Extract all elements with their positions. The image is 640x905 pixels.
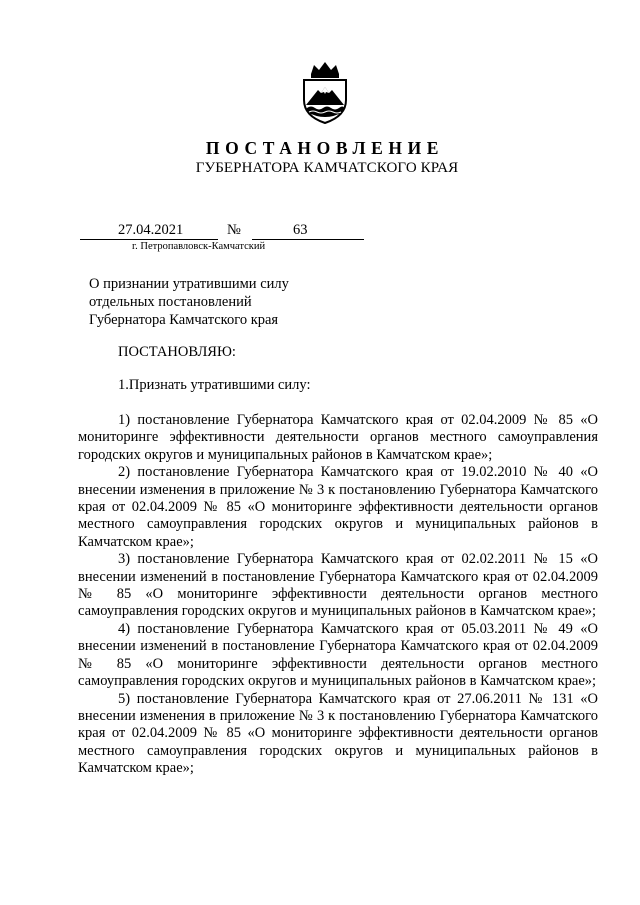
document-body	[78, 412, 598, 778]
city-label: г. Петропавловск-Камчатский	[132, 241, 266, 252]
list-item: 5) постановление Губернатора Камчатского края от 27.06.2011 № 131 «О внесении изменения в приложение № 3 к постановлению Губернатора Камчатского края от 02.04.2009 № 85 «О мониторинге эффективности деятельности органов местного самоуправления городских округов и муниципальных районов в Камчатском крае»;	[78, 690, 598, 777]
number-underline	[252, 222, 364, 240]
document-number: 63	[293, 222, 308, 238]
document-subtitle: ГУБЕРНАТОРА КАМЧАТСКОГО КРАЯ	[195, 160, 459, 176]
document-title: ПОСТАНОВЛЕНИЕ	[205, 138, 445, 158]
emblem-graphic	[298, 60, 352, 124]
subject-line: О признании утратившими силу	[89, 276, 289, 292]
subject-line: отдельных постановлений	[89, 294, 252, 310]
list-item: 1) постановление Губернатора Камчатского края от 02.04.2009 № 85 «О мониторинге эффективности деятельности органов местного самоуправления городских округов и муниципальных районов в Камчатском крае»;	[78, 412, 598, 463]
kamchatka-coat-of-arms-icon	[298, 60, 352, 124]
document-date: 27.04.2021	[118, 222, 184, 238]
subject-line: Губернатора Камчатского края	[89, 312, 279, 328]
list-item: 2) постановление Губернатора Камчатского края от 19.02.2010 № 40 «О внесении изменения в приложение № 3 к постановлению Губернатора Камчатского края от 02.04.2009 № 85 «О мониторинге эффективности деятельности органов местного самоуправления городских округов и муниципальных районов в Камчатском крае»;	[78, 464, 598, 550]
date-number-row	[80, 222, 364, 242]
list-item: 3) постановление Губернатора Камчатского края от 02.02.2011 № 15 «О внесении изменений в постановление Губернатора Камчатского края от 02.04.2009 № 85 «О мониторинге эффективности деятельности органов местного самоуправления городских округов и муниципальных районов в Камчатском крае»;	[78, 551, 598, 620]
list-item: 4) постановление Губернатора Камчатского края от 05.03.2011 № 49 «О внесении изменений в постановление Губернатора Камчатского края от 02.04.2009 № 85 «О мониторинге эффективности деятельности органов местного самоуправления городских округов и муниципальных районов в Камчатском крае»;	[78, 620, 598, 690]
document-subject	[89, 275, 289, 329]
number-sign: №	[227, 222, 241, 238]
clause-1-heading: 1.Признать утратившими силу:	[118, 377, 311, 393]
resolve-heading: ПОСТАНОВЛЯЮ:	[118, 344, 236, 360]
